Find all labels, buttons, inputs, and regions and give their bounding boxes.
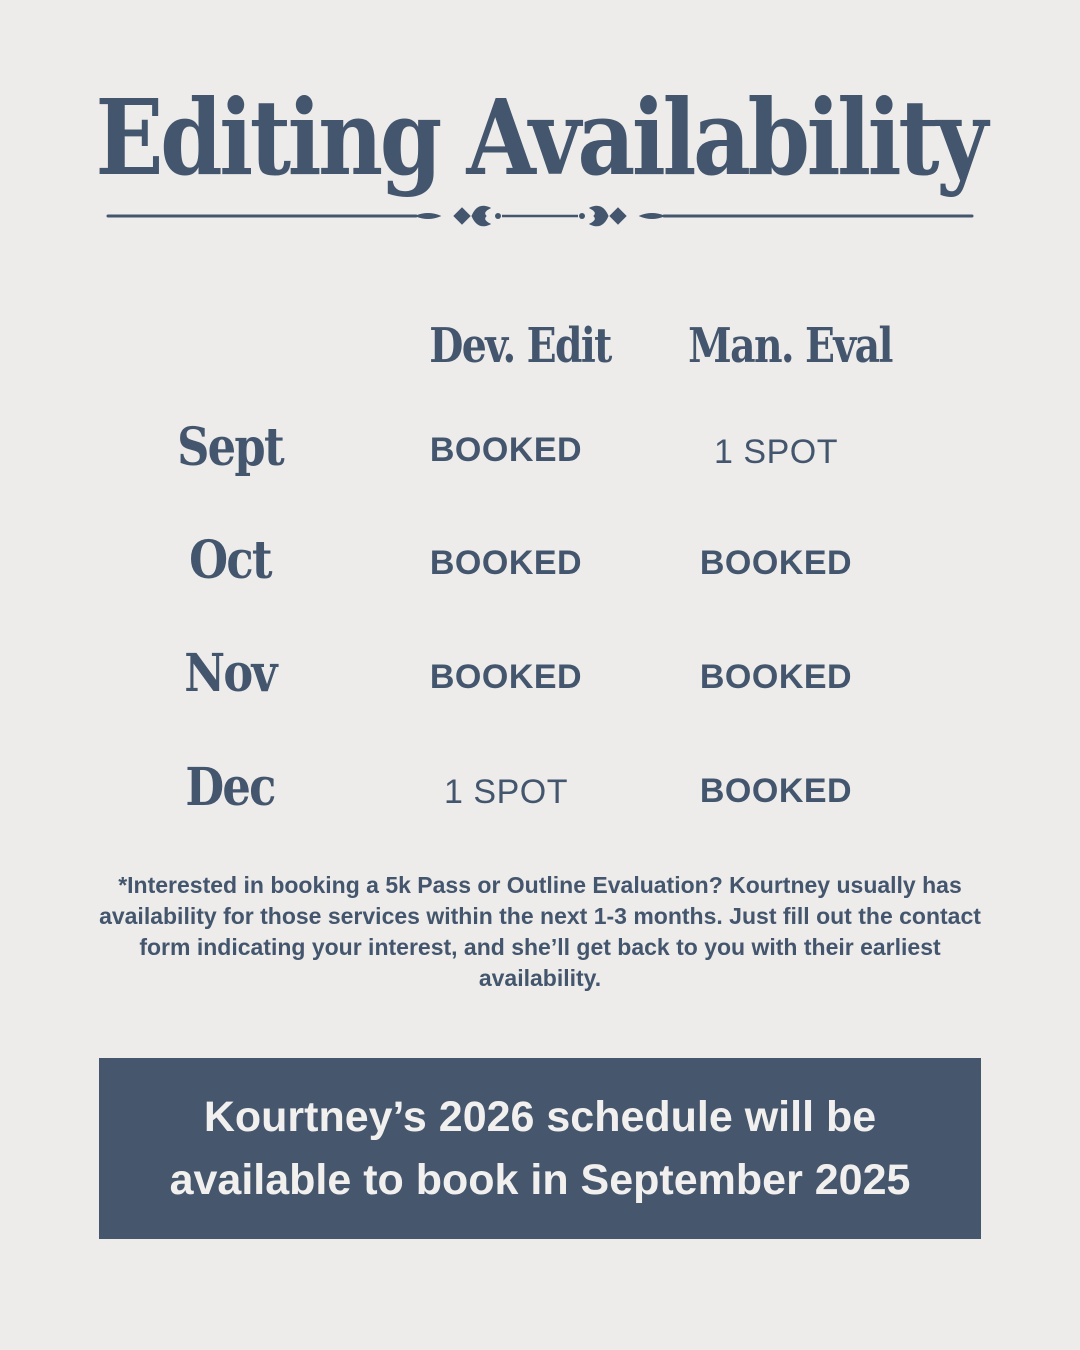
- cell-sept-man-eval: 1 SPOT: [714, 433, 838, 471]
- cell-oct-man-eval: BOOKED: [699, 544, 853, 582]
- column-header-man-eval: Man. Eval: [688, 318, 892, 374]
- row-month-oct: Oct: [189, 530, 271, 591]
- row-month-nov: Nov: [184, 643, 276, 704]
- page-title: Editing Availability: [95, 76, 985, 199]
- cell-dec-dev-edit: 1 SPOT: [444, 773, 568, 811]
- banner-line-2: available to book in September 2025: [169, 1155, 911, 1204]
- column-header-dev-edit: Dev. Edit: [429, 318, 611, 374]
- cell-dec-man-eval: BOOKED: [699, 772, 853, 810]
- ornamental-divider: [106, 198, 974, 234]
- row-month-dec: Dec: [185, 757, 275, 818]
- cell-nov-man-eval: BOOKED: [699, 658, 853, 696]
- cell-sept-dev-edit: BOOKED: [429, 431, 583, 469]
- cell-oct-dev-edit: BOOKED: [429, 544, 583, 582]
- schedule-banner: [99, 1058, 981, 1239]
- footnote: *Interested in booking a 5k Pass or Outline Evaluation? Kourtney usually has availability for those services within the next 1-3 months. Just fill out the contact form indicating your interest, and she’ll get back to you with their earliest availability.: [99, 872, 981, 991]
- cell-nov-dev-edit: BOOKED: [429, 658, 583, 696]
- banner-line-1: Kourtney’s 2026 schedule will be: [203, 1092, 877, 1141]
- row-month-sept: Sept: [177, 417, 283, 478]
